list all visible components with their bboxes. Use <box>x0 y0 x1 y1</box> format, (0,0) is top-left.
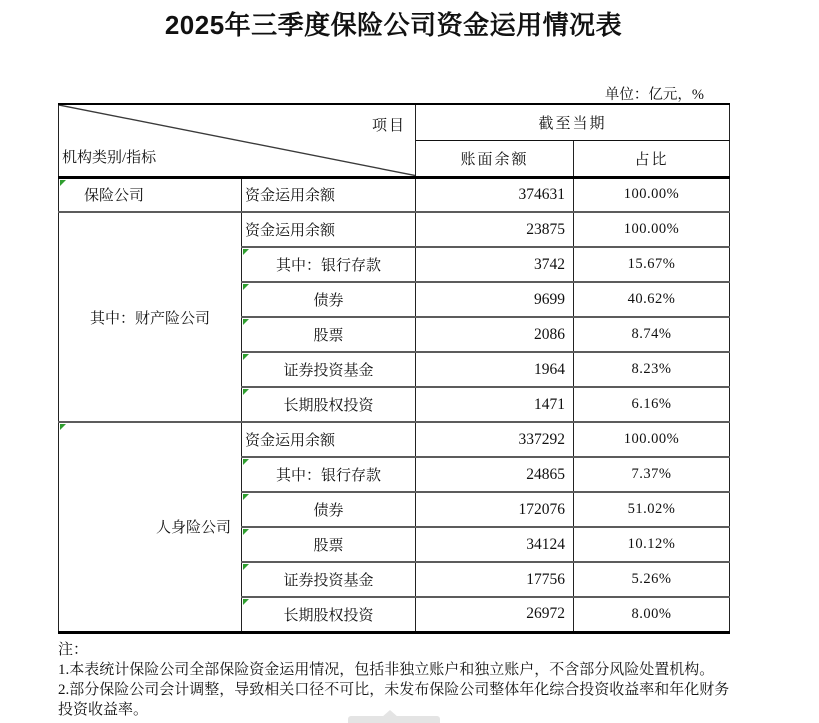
indicator-cell: 资金运用余额 <box>242 177 416 212</box>
balance-cell: 2086 <box>416 317 574 352</box>
table-row <box>59 212 730 247</box>
share-cell: 51.02% <box>574 492 730 527</box>
share-cell: 8.74% <box>574 317 730 352</box>
balance-cell: 374631 <box>416 177 574 212</box>
unit-note: 单位：亿元，% <box>604 87 704 103</box>
share-cell: 5.26% <box>574 562 730 597</box>
green-corner-marker <box>243 494 249 500</box>
footnotes <box>58 640 736 720</box>
footnote-label: 注： <box>58 642 89 658</box>
balance-cell: 9699 <box>416 282 574 317</box>
green-corner-marker <box>243 389 249 395</box>
green-corner-marker <box>243 599 249 605</box>
balance-cell: 34124 <box>416 527 574 562</box>
green-corner-marker <box>243 459 249 465</box>
indicator-cell: 证券投资基金 <box>242 562 416 597</box>
org-cell-insurance-companies: 保险公司 <box>59 177 242 212</box>
indicator-cell: 其中：银行存款 <box>242 247 416 282</box>
fund-utilization-table <box>58 103 730 634</box>
balance-cell: 17756 <box>416 562 574 597</box>
table-row <box>59 422 730 457</box>
corner-label-item: 项目 <box>371 118 406 134</box>
green-corner-marker <box>243 249 249 255</box>
green-corner-marker <box>243 284 249 290</box>
indicator-cell: 资金运用余额 <box>242 212 416 247</box>
indicator-cell: 债券 <box>242 492 416 527</box>
share-cell: 10.12% <box>574 527 730 562</box>
balance-cell: 23875 <box>416 212 574 247</box>
indicator-cell: 股票 <box>242 527 416 562</box>
share-cell: 100.00% <box>574 212 730 247</box>
share-cell: 8.23% <box>574 352 730 387</box>
share-cell: 8.00% <box>574 597 730 632</box>
org-cell-property-insurance: 其中：财产险公司 <box>59 212 242 422</box>
corner-label-institution: 机构类别/指标 <box>62 149 157 166</box>
footnote-1: 1.本表统计保险公司全部保险资金运用情况，包括非独立账户和独立账户，不含部分风险处置机构。 <box>58 662 715 678</box>
green-corner-marker <box>243 529 249 535</box>
share-cell: 6.16% <box>574 387 730 422</box>
green-corner-marker <box>243 354 249 360</box>
balance-cell: 3742 <box>416 247 574 282</box>
indicator-cell: 资金运用余额 <box>242 422 416 457</box>
org-cell-life-insurance: 人身险公司 <box>59 422 242 632</box>
group-header-current-period: 截至当期 <box>416 104 730 140</box>
indicator-cell: 债券 <box>242 282 416 317</box>
indicator-cell: 长期股权投资 <box>242 387 416 422</box>
footnote-2: 2.部分保险公司会计调整，导致相关口径不可比，未发布保险公司整体年化综合投资收益率和年化财务投资收益率。 <box>58 682 730 718</box>
balance-cell: 24865 <box>416 457 574 492</box>
green-corner-marker <box>60 180 66 186</box>
share-cell: 7.37% <box>574 457 730 492</box>
share-cell: 40.62% <box>574 282 730 317</box>
share-cell: 15.67% <box>574 247 730 282</box>
indicator-cell: 股票 <box>242 317 416 352</box>
balance-cell: 1964 <box>416 352 574 387</box>
share-cell: 100.00% <box>574 422 730 457</box>
balance-cell: 1471 <box>416 387 574 422</box>
corner-header-cell <box>59 104 416 177</box>
balance-cell: 172076 <box>416 492 574 527</box>
indicator-cell: 证券投资基金 <box>242 352 416 387</box>
indicator-cell: 长期股权投资 <box>242 597 416 632</box>
green-corner-marker <box>243 564 249 570</box>
green-corner-marker <box>243 319 249 325</box>
table-row <box>59 177 730 212</box>
page-title: 2025年三季度保险公司资金运用情况表 <box>164 10 623 40</box>
green-corner-marker <box>60 424 66 430</box>
balance-cell: 337292 <box>416 422 574 457</box>
balance-cell: 26972 <box>416 597 574 632</box>
indicator-cell: 其中：银行存款 <box>242 457 416 492</box>
column-header-balance: 账面余额 <box>416 140 574 177</box>
scroll-top-button[interactable] <box>348 716 440 723</box>
share-cell: 100.00% <box>574 177 730 212</box>
column-header-share: 占比 <box>574 140 730 177</box>
